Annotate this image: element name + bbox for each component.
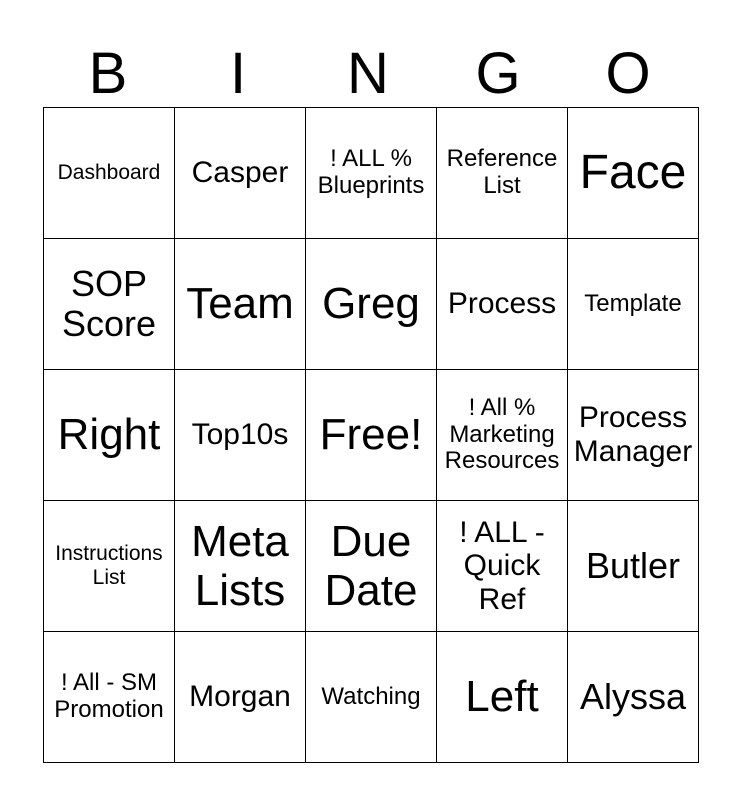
bingo-cell[interactable] [306,108,437,239]
header-letter-b: B [88,41,128,106]
cell-label: ! ALL - Quick Ref [459,515,545,616]
header-letter-i: I [229,41,247,106]
bingo-cell[interactable] [44,370,175,501]
bingo-cell[interactable] [44,108,175,239]
bingo-cell[interactable] [568,108,699,239]
cell-label: Meta Lists [191,516,289,615]
bingo-cell[interactable] [175,632,306,763]
cell-label: Right [57,410,161,460]
bingo-cell[interactable] [568,370,699,501]
cell-label: Left [465,672,539,722]
bingo-cell[interactable] [306,239,437,370]
bingo-cell[interactable] [437,501,568,632]
cell-label: Watching [321,682,421,710]
bingo-cell[interactable] [437,239,568,370]
bingo-cell[interactable] [306,501,437,632]
header-letter-g: G [475,41,521,106]
cell-label: Face [579,146,687,200]
bingo-cell[interactable] [175,370,306,501]
cell-label: Dashboard [57,161,161,185]
cell-label: Greg [322,279,420,329]
cell-label: Team [186,279,294,329]
bingo-cell[interactable] [568,632,699,763]
board-row [44,632,699,763]
cell-label: Reference List [446,145,558,199]
cell-label: Free! [319,410,423,460]
bingo-header [43,40,693,108]
cell-label: Butler [585,544,681,586]
bingo-cell[interactable] [568,239,699,370]
board-row [44,108,699,239]
bingo-cell[interactable] [306,370,437,501]
cell-label: SOP Score [61,262,157,344]
header-letter-o: O [605,41,651,106]
bingo-cell[interactable] [44,501,175,632]
bingo-cell[interactable] [306,632,437,763]
cell-label: ! All - SM Promotion [54,669,164,723]
cell-label: ! All % Marketing Resources [444,393,560,475]
cell-label: Process [447,287,557,321]
bingo-cell[interactable] [44,632,175,763]
board-row [44,239,699,370]
cell-label: Process Manager [573,401,693,468]
cell-label: Template [584,289,682,317]
bingo-cell[interactable] [175,239,306,370]
bingo-cell[interactable] [568,501,699,632]
bingo-cell[interactable] [175,108,306,239]
cell-label: Alyssa [579,675,687,717]
cell-label: ! ALL % Blueprints [317,145,425,199]
board-row [44,370,699,501]
cell-label: Instructions List [55,542,163,589]
bingo-cell[interactable] [437,108,568,239]
cell-label: Top10s [191,418,289,452]
cell-label: Casper [191,156,289,190]
header-letter-n: N [347,41,389,106]
bingo-cell[interactable] [175,501,306,632]
cell-label: Morgan [189,680,291,714]
board-row [44,501,699,632]
bingo-cell[interactable] [437,632,568,763]
bingo-board [43,107,699,763]
bingo-cell[interactable] [44,239,175,370]
cell-label: Due Date [324,516,418,615]
bingo-cell[interactable] [437,370,568,501]
